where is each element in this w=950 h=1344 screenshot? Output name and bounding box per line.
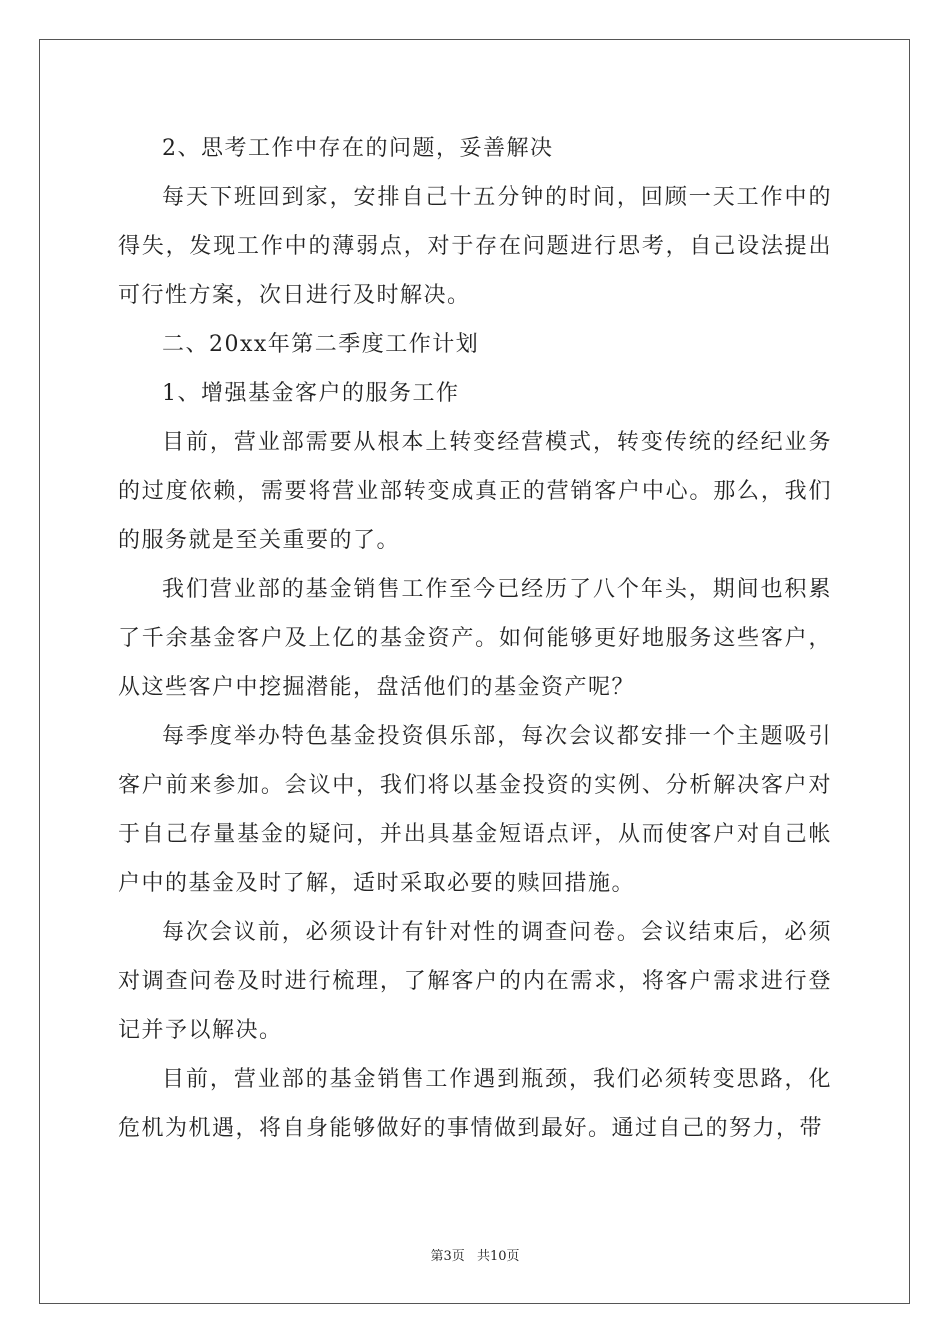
paragraph: 我们营业部的基金销售工作至今已经历了八个年头，期间也积累了千余基金客户及上亿的基金资产。如何能够更好地服务这些客户，从这些客户中挖掘潜能，盘活他们的基金资产呢？: [118, 577, 832, 700]
paragraph: 每季度举办特色基金投资俱乐部，每次会议都安排一个主题吸引客户前来参加。会议中，我们将以基金投资的实例、分析解决客户对于自己存量基金的疑问，并出具基金短语点评，从而使客户对自己帐户中的基金及时了解，适时采取必要的赎回措施。: [118, 724, 832, 896]
document-body: [118, 124, 832, 1153]
paragraph: 目前，营业部需要从根本上转变经营模式，转变传统的经纪业务的过度依赖，需要将营业部转变成真正的营销客户中心。那么，我们的服务就是至关重要的了。: [118, 430, 832, 553]
paragraph: 目前，营业部的基金销售工作遇到瓶颈，我们必须转变思路，化危机为机遇，将自身能够做好的事情做到最好。通过自己的努力，带: [118, 1067, 832, 1141]
paragraph: 每天下班回到家，安排自己十五分钟的时间，回顾一天工作中的得失，发现工作中的薄弱点，对于存在问题进行思考，自己设法提出可行性方案，次日进行及时解决。: [118, 185, 832, 308]
page-footer: [0, 1245, 950, 1264]
paragraph: 每次会议前，必须设计有针对性的调查问卷。会议结束后，必须对调查问卷及时进行梳理，了解客户的内在需求，将客户需求进行登记并予以解决。: [118, 920, 832, 1043]
paragraph-heading-2: 2、思考工作中存在的问题，妥善解决: [162, 136, 554, 161]
page-number: 第3页: [430, 1249, 465, 1264]
page-total: 共10页: [476, 1249, 520, 1264]
paragraph-heading-1: 1、增强基金客户的服务工作: [162, 381, 460, 406]
section-heading: 二、20xx年第二季度工作计划: [162, 332, 480, 357]
